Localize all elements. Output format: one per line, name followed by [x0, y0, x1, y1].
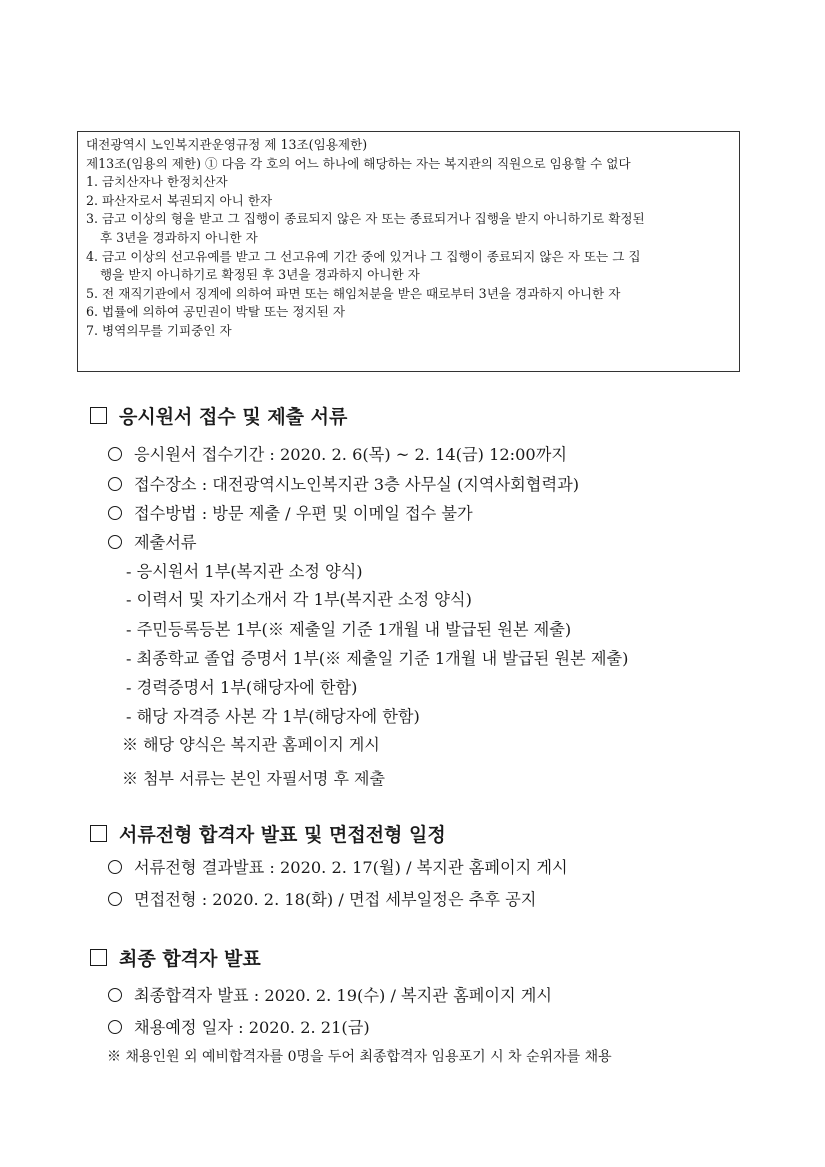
document-item: - 이력서 및 자기소개서 각 1부(복지관 소정 양식): [126, 590, 472, 609]
regulation-item: 5. 전 재직기관에서 징계에 의하여 파면 또는 해임처분을 받은 때로부터 3년을 경과하지 아니한 자: [86, 285, 621, 301]
application-place: 접수장소 : 대전광역시노인복지관 3층 사무실 (지역사회협력과): [134, 475, 580, 494]
circle-bullet-icon: [108, 447, 122, 461]
regulation-item: 7. 병역의무를 기피중인 자: [86, 322, 232, 338]
section-heading-application: [90, 402, 347, 429]
document-item: - 경력증명서 1부(해당자에 한함): [126, 678, 358, 697]
final-announcement: 최종합격자 발표 : 2020. 2. 19(수) / 복지관 홈페이지 게시: [134, 986, 553, 1005]
circle-bullet-icon: [108, 535, 122, 549]
regulation-item: 4. 금고 이상의 선고유예를 받고 그 선고유예 기간 중에 있거나 그 집행이 종료되지 않은 자 또는 그 집: [86, 248, 641, 264]
document-item: - 응시원서 1부(복지관 소정 양식): [126, 562, 363, 581]
section-title: 서류전형 합격자 발표 및 면접전형 일정: [119, 824, 446, 846]
section-heading-screening: [90, 820, 446, 847]
list-item: [108, 886, 536, 910]
document-item: - 해당 자격증 사본 각 1부(해당자에 한함): [126, 707, 420, 726]
regulation-title: 대전광역시 노인복지관운영규정 제 13조(임용제한): [86, 137, 368, 152]
section-heading-final: [90, 944, 261, 971]
square-bullet-icon: [90, 949, 107, 966]
regulation-item: 3. 금고 이상의 형을 받고 그 집행이 종료되지 않은 자 또는 종료되거나 집행을 받지 아니하기로 확정된: [86, 211, 645, 227]
documents-label: 제출서류: [134, 533, 197, 552]
list-item: [108, 982, 552, 1006]
list-item: [108, 500, 473, 524]
section-title: 최종 합격자 발표: [119, 948, 261, 970]
square-bullet-icon: [90, 825, 107, 842]
regulation-intro: 제13조(임용의 제한) ① 다음 각 호의 어느 하나에 해당하는 자는 복지관의 직원으로 임용할 수 없다: [86, 155, 631, 171]
circle-bullet-icon: [108, 860, 122, 874]
application-method: 접수방법 : 방문 제출 / 우편 및 이메일 접수 불가: [134, 504, 473, 523]
list-item: [108, 471, 579, 495]
note-text: ※ 채용인원 외 예비합격자를 0명을 두어 최종합격자 임용포기 시 차 순위자를 채용: [107, 1049, 612, 1065]
regulation-box: [77, 131, 740, 372]
regulation-item-continued: 행을 받지 아니하기로 확정된 후 3년을 경과하지 아니한 자: [100, 267, 420, 283]
list-item: [108, 1014, 370, 1038]
note-text: ※ 첨부 서류는 본인 자필서명 후 제출: [122, 769, 385, 788]
circle-bullet-icon: [108, 988, 122, 1002]
list-item: [108, 441, 567, 465]
square-bullet-icon: [90, 407, 107, 424]
regulation-item-continued: 후 3년을 경과하지 아니한 자: [100, 229, 258, 245]
regulation-item: 1. 금치산자나 한정치산자: [86, 174, 228, 190]
screening-result: 서류전형 결과발표 : 2020. 2. 17(월) / 복지관 홈페이지 게시: [134, 858, 568, 877]
circle-bullet-icon: [108, 892, 122, 906]
list-item: [108, 529, 197, 553]
interview-schedule: 면접전형 : 2020. 2. 18(화) / 면접 세부일정은 추후 공지: [134, 890, 537, 909]
circle-bullet-icon: [108, 477, 122, 491]
circle-bullet-icon: [108, 506, 122, 520]
regulation-item: 2. 파산자로서 복권되지 아니 한자: [86, 192, 273, 208]
hire-date: 채용예정 일자 : 2020. 2. 21(금): [134, 1018, 370, 1037]
list-item: [108, 854, 568, 878]
document-item: - 최종학교 졸업 증명서 1부(※ 제출일 기준 1개월 내 발급된 원본 제출): [126, 649, 629, 668]
note-text: ※ 해당 양식은 복지관 홈페이지 게시: [122, 735, 380, 754]
application-period: 응시원서 접수기간 : 2020. 2. 6(목) ~ 2. 14(금) 12:00까지: [134, 445, 568, 464]
regulation-item: 6. 법률에 의하여 공민권이 박탈 또는 정지된 자: [86, 304, 346, 320]
document-item: - 주민등록등본 1부(※ 제출일 기준 1개월 내 발급된 원본 제출): [126, 620, 572, 639]
circle-bullet-icon: [108, 1020, 122, 1034]
section-title: 응시원서 접수 및 제출 서류: [119, 406, 348, 428]
